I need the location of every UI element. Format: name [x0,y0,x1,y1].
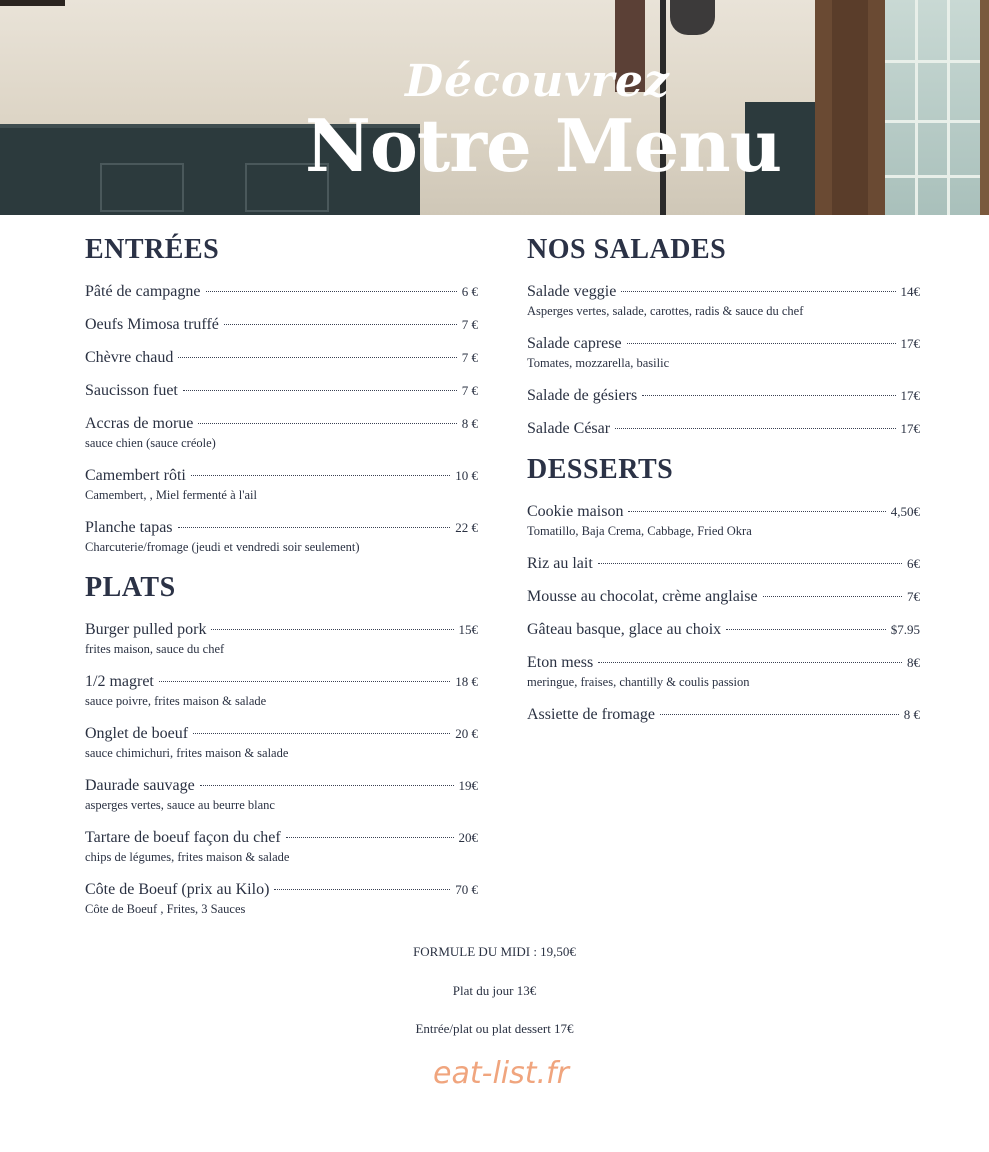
menu-item [85,315,478,335]
menu-item-row [85,518,478,538]
menu-item-price: 19€ [458,778,478,793]
menu-item-price: 6 € [461,284,478,299]
menu-item [85,880,478,917]
dot-leader [763,596,902,597]
dot-leader [206,291,457,292]
menu-item-row [527,386,920,406]
menu-item-name: Burger pulled pork [85,621,207,638]
menu-item-row [527,705,920,725]
menu-item [85,381,478,401]
menu-item-row [85,620,478,640]
dot-leader [621,291,895,292]
menu-item-price: 10 € [455,468,478,483]
menu-item [527,502,920,539]
dot-leader [660,714,899,715]
dot-leader [628,511,885,512]
dot-leader [200,785,454,786]
dot-leader [178,357,456,358]
menu-item-price: 6€ [907,556,920,571]
menu-item-description: meringue, fraises, chantilly & coulis passion [527,675,750,689]
watermark: eat-list.fr [433,1056,569,1091]
menu-item-name: Pâté de campagne [85,283,201,300]
door-panel [832,0,868,215]
menu-item [527,282,920,319]
menu-item-description: sauce poivre, frites maison & salade [85,694,267,708]
menu-item-name: Saucisson fuet [85,382,178,399]
section-title-entrees: ENTRÉES [85,234,220,265]
section-title-plats: PLATS [85,572,176,603]
menu-item-name: Salade caprese [527,335,622,352]
menu-item-price: 20 € [455,726,478,741]
menu-item-row [85,315,478,335]
menu-item-name: Oeufs Mimosa truffé [85,316,219,333]
dot-leader [224,324,457,325]
right-column [527,232,920,738]
hero-banner [0,0,989,215]
dot-leader [198,423,456,424]
menu-item-price: 4,50€ [890,504,920,519]
menu-item [85,282,478,302]
dot-leader [191,475,450,476]
menu-item-price: 70 € [455,882,478,897]
menu-item-name: Onglet de boeuf [85,725,189,742]
menu-item-name: Tartare de boeuf façon du chef [85,829,281,846]
dot-leader [274,889,450,890]
menu-item-price: 8 € [903,707,920,722]
menu-item-description: Tomates, mozzarella, basilic [527,356,670,370]
menu-item-description: Côte de Boeuf , Frites, 3 Sauces [85,902,246,916]
menu-item [527,554,920,574]
menu-item-row [527,653,920,673]
menu-item-price: 17€ [900,336,920,351]
hero-script-text: Découvrez [405,56,671,107]
menu-item-name: Eton mess [527,654,594,671]
entrees-list [85,282,478,555]
menu-item [85,776,478,813]
menu-item-row [85,466,478,486]
dot-leader [598,662,902,663]
menu-item-name: Assiette de fromage [527,706,655,723]
menu-item-name: Salade veggie [527,283,617,300]
menu-item-description: Tomatillo, Baja Crema, Cabbage, Fried Okra [527,524,752,538]
menu-item-price: 7€ [907,589,920,604]
menu-item [527,386,920,406]
dot-leader [286,837,454,838]
menu-item-name: Chèvre chaud [85,349,174,366]
menu-item-description: asperges vertes, sauce au beurre blanc [85,798,275,812]
dot-leader [642,395,895,396]
menu-item-row [527,334,920,354]
menu-item-description: Charcuterie/fromage (jeudi et vendredi soir seulement) [85,540,360,554]
menu-item-row [527,282,920,302]
section-title-salades: NOS SALADES [527,234,727,265]
menu-item-price: 8 € [461,416,478,431]
menu-item-row [85,880,478,900]
plat-du-jour: Plat du jour 13€ [452,983,537,998]
menu-item-price: 17€ [900,421,920,436]
menu-item-row [85,381,478,401]
menu-item-description: frites maison, sauce du chef [85,642,225,656]
menu-item-price: 22 € [455,520,478,535]
menu-item-name: Planche tapas [85,519,173,536]
window-frame [980,0,989,215]
menu-item [527,620,920,640]
menu-item-price: $7.95 [890,622,920,637]
menu-item-name: 1/2 magret [85,673,154,690]
desserts-list [527,502,920,725]
menu-item-name: Salade César [527,420,611,437]
dot-leader [183,390,457,391]
menu-item [85,672,478,709]
plats-list [85,620,478,917]
menu-item-name: Mousse au chocolat, crème anglaise [527,588,758,605]
menu-item-price: 7 € [461,350,478,365]
menu-item [85,724,478,761]
menu-item-description: Asperges vertes, salade, carottes, radis & sauce du chef [527,304,804,318]
menu-item-name: Salade de gésiers [527,387,638,404]
menu-item [85,414,478,451]
dot-leader [598,563,902,564]
menu-item-description: sauce chimichuri, frites maison & salade [85,746,289,760]
menu-item [85,466,478,503]
menu-item-row [85,672,478,692]
menu-item-name: Riz au lait [527,555,593,572]
dot-leader [178,527,451,528]
menu-item-description: Camembert, , Miel fermenté à l'ail [85,488,257,502]
dot-leader [193,733,450,734]
menu-item [527,419,920,439]
dot-leader [211,629,453,630]
menu-item-price: 20€ [458,830,478,845]
menu-item-price: 14€ [900,284,920,299]
dot-leader [159,681,450,682]
menu-item [85,620,478,657]
menu-item-row [85,414,478,434]
formule-combo: Entrée/plat ou plat dessert 17€ [415,1021,574,1036]
menu-item-row [85,776,478,796]
menu-item-name: Accras de morue [85,415,194,432]
menu-item [527,653,920,690]
menu-item-price: 7 € [461,317,478,332]
menu-item-name: Côte de Boeuf (prix au Kilo) [85,881,270,898]
menu-item-row [85,828,478,848]
menu-item-description: sauce chien (sauce créole) [85,436,216,450]
menu-item-row [85,724,478,744]
menu-item-price: 15€ [458,622,478,637]
menu-item-description: chips de légumes, frites maison & salade [85,850,290,864]
formule-midi: FORMULE DU MIDI : 19,50€ [413,944,576,959]
menu-item-row [527,502,920,522]
salades-list [527,282,920,439]
menu-item-row [527,554,920,574]
menu-item-price: 17€ [900,388,920,403]
menu-item-row [527,587,920,607]
menu-item-price: 8€ [907,655,920,670]
menu-item-name: Gâteau basque, glace au choix [527,621,722,638]
dot-leader [726,629,886,630]
menu-item-name: Camembert rôti [85,467,186,484]
menu-item-price: 18 € [455,674,478,689]
wall-picture [0,0,65,6]
menu-item-name: Cookie maison [527,503,624,520]
menu-item [527,334,920,371]
menu-item [85,828,478,865]
menu-item-name: Daurade sauvage [85,777,195,794]
dot-leader [627,343,896,344]
dot-leader [615,428,895,429]
hero-title: Notre Menu [305,103,782,188]
left-column [85,232,478,932]
menu-item-row [85,282,478,302]
menu-item [527,587,920,607]
menu-item-row [85,348,478,368]
menu-item [85,518,478,555]
menu-item-price: 7 € [461,383,478,398]
menu-item-row [527,620,920,640]
menu-item [527,705,920,725]
coat [670,0,715,35]
menu-item-row [527,419,920,439]
menu-item [85,348,478,368]
window [885,0,980,215]
section-title-desserts: DESSERTS [527,454,674,485]
